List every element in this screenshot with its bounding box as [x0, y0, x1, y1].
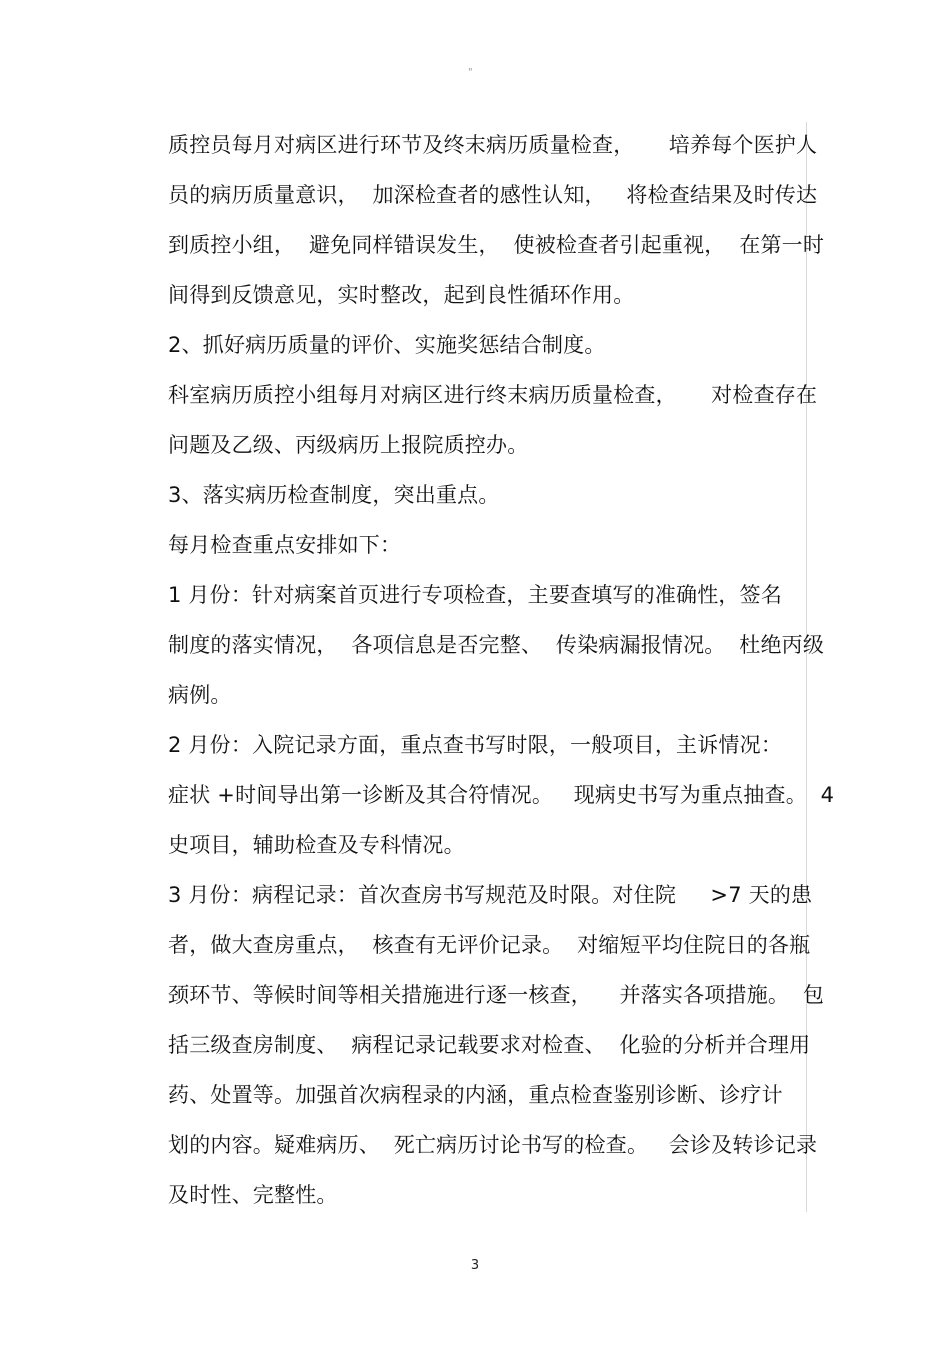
text-line: 者，做大查房重点， 核查有无评价记录。 对缩短平均住院日的各瓶 — [168, 933, 811, 957]
text-line: 1 月份：针对病案首页进行专项检查，主要查填写的准确性，签名 — [168, 583, 783, 607]
text-line: 制度的落实情况， 各项信息是否完整、 传染病漏报情况。 杜绝丙级 — [168, 633, 825, 657]
text-line: 质控员每月对病区进行环节及终末病历质量检查， 培养每个医护人 — [168, 133, 818, 157]
text-line: 2 月份：入院记录方面，重点查书写时限，一般项目，主诉情况： — [168, 733, 783, 757]
text-line: 间得到反馈意见，实时整改，起到良性循环作用。 — [168, 283, 635, 307]
text-line: 员的病历质量意识， 加深检查者的感性认知， 将检查结果及时传达 — [168, 183, 818, 207]
text-line: 3、落实病历检查制度，突出重点。 — [168, 483, 500, 507]
text-line: 症状 +时间导出第一诊断及其合符情况。 现病史书写为重点抽查。 4 — [168, 783, 835, 807]
page-number: 3 — [470, 1258, 480, 1273]
text-line: 2、抓好病历质量的评价、实施奖惩结合制度。 — [168, 333, 606, 357]
text-line: 每月检查重点安排如下： — [168, 533, 402, 557]
text-line: 颈环节、等候时间等相关措施进行逐一核查， 并落实各项措施。 包 — [168, 983, 825, 1007]
text-line: 问题及乙级、丙级病历上报院质控办。 — [168, 433, 529, 457]
text-line: 及时性、完整性。 — [168, 1183, 338, 1207]
text-line: 划的内容。疑难病历、 死亡病历讨论书写的检查。 会诊及转诊记录 — [168, 1133, 818, 1157]
text-line: 病例。 — [168, 683, 232, 707]
text-line: 括三级查房制度、 病程记录记载要求对检查、 化验的分析并合理用 — [168, 1033, 811, 1057]
text-line: 史项目，辅助检查及专科情况。 — [168, 833, 465, 857]
text-line: 3 月份：病程记录：首次查房书写规范及时限。对住院 >7 天的患 — [168, 883, 813, 907]
text-line: 到质控小组， 避免同样错误发生， 使被检查者引起重视， 在第一时 — [168, 233, 825, 257]
text-line: 药、处置等。加强首次病程录的内涵，重点检查鉴别诊断、诊疗计 — [168, 1083, 783, 1107]
document-body — [168, 120, 835, 1220]
top-mark: " — [468, 67, 473, 78]
text-line: 科室病历质控小组每月对病区进行终末病历质量检查， 对检查存在 — [168, 383, 818, 407]
